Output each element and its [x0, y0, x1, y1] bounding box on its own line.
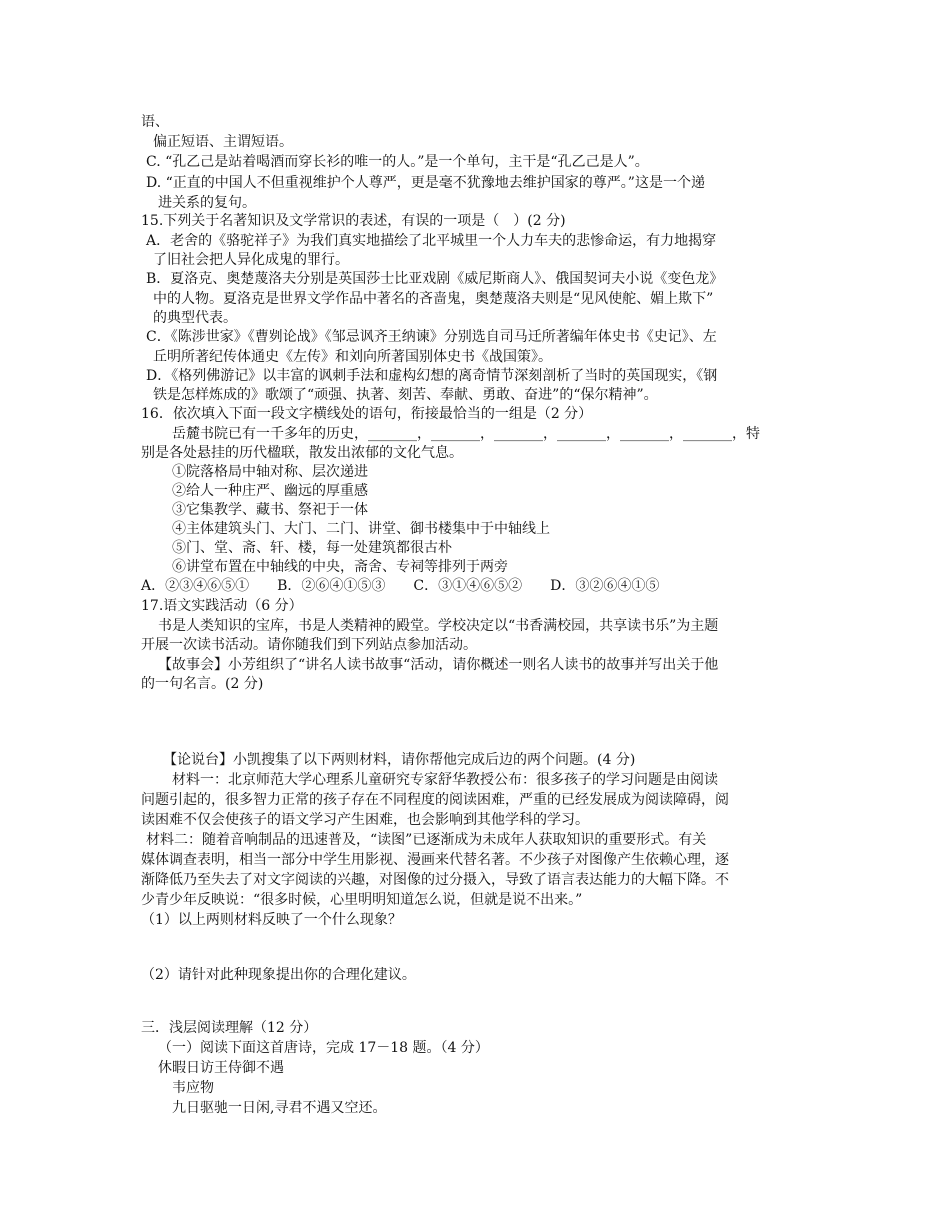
text-line: 偏正短语、主谓短语。: [153, 134, 293, 150]
text-line: 丘明所著纪传体通史《左传》和刘向所著国别体史书《战国策》。: [153, 349, 552, 365]
material-one: 问题引起的，很多智力正常的孩子存在不同程度的阅读困难，严重的已经发展成为阅读障碍，阅: [141, 792, 729, 808]
option-c: C．《陈涉世家》《曹刿论战》《邹忌讽齐王纳谏》分别选自司马迁所著编年体史书《史记》、左: [146, 329, 717, 345]
option-d: D. “正直的中国人不但重视维护个人尊严，更是毫不犹豫地去维护国家的尊严。”这是一个递: [146, 175, 705, 191]
story-task: 的一句名言。(2 分): [141, 676, 264, 692]
material-one: 读困难不仅会使孩子的语文学习产生困难，也会影响到其他学科的学习。: [141, 812, 589, 828]
question-17: 17.语文实践活动（6 分）: [141, 598, 303, 614]
text-line: 中的人物。夏洛克是世界文学作品中著名的吝啬鬼，奥楚蔑洛夫则是“见风使舵、媚上欺下”: [153, 291, 714, 307]
debate-task: 【论说台】小凯搜集了以下两则材料，请你帮他完成后边的两个问题。(4 分): [163, 752, 636, 768]
sentence-4: ④主体建筑头门、大门、二门、讲堂、御书楼集中于中轴线上: [172, 521, 550, 537]
text-line: 进关系的复句。: [158, 195, 256, 211]
option-c: C. “孔乙己是站着喝酒而穿长衫的唯一的人。”是一个单句，主干是“孔乙己是人”。: [146, 154, 649, 170]
material-two: 渐降低乃至失去了对文字阅读的兴趣，对图像的过分摄入，导致了语言表达能力的大幅下降。不: [141, 872, 729, 888]
question-15: 15.下列关于名著知识及文学常识的表述，有误的一项是（ ）(2 分): [141, 213, 566, 229]
text-line: 语、: [141, 114, 169, 130]
intro-line: 开展一次读书活动。请你随我们到下列站点参加活动。: [141, 637, 477, 653]
poem-author: 韦应物: [172, 1080, 214, 1096]
material-one: 材料一：北京师范大学心理系儿童研究专家舒华教授公布：很多孩子的学习问题是由阅读: [172, 772, 718, 788]
text-line: 的典型代表。: [153, 310, 237, 326]
sentence-6: ⑥讲堂布置在中轴线的中央，斋舍、专祠等排列于两旁: [172, 559, 508, 575]
option-b: B．夏洛克、奥楚蔑洛夫分别是英国莎士比亚戏剧《威尼斯商人》、俄国契诃夫小说《变色龙》: [146, 271, 724, 287]
material-two: 材料二：随着音响制品的迅速普及，“读图”已逐渐成为未成年人获取知识的重要形式。有关: [146, 832, 707, 848]
sentence-1: ①院落格局中轴对称、层次递进: [172, 464, 368, 480]
passage-line: 岳麓书院已有一千多年的历史，_______，_______，_______，_______，_______，_______，特: [172, 426, 760, 442]
material-two: 媒体调查表明，相当一部分中学生用影视、漫画来代替名著。不少孩子对图像产生依赖心理，逐: [141, 852, 729, 868]
sentence-2: ②给人一种庄严、幽远的厚重感: [172, 483, 368, 499]
story-task: 【故事会】小芳组织了“讲名人读书故事“活动，请你概述一则名人读书的故事并写出关于他: [158, 657, 719, 673]
sub-question-1: （1）以上两则材料反映了一个什么现象？: [141, 912, 402, 928]
sentence-3: ③它集教学、藏书、祭祀于一体: [172, 502, 368, 518]
text-line: 铁是怎样炼成的》歌颂了“顽强、执著、刻苦、奉献、勇敢、奋进”的“保尔精神”。: [153, 387, 658, 403]
passage-line: 别是各处悬挂的历代楹联，散发出浓郁的文化气息。: [141, 445, 463, 461]
text-line: 了旧社会把人异化成鬼的罪行。: [153, 252, 349, 268]
sub-question-2: （2）请针对此种现象提出你的合理化建议。: [141, 967, 416, 983]
section-intro: （一）阅读下面这首唐诗，完成 17－18 题。（4 分）: [158, 1040, 489, 1056]
material-two: 少青少年反映说：“很多时候，心里明明知道怎么说，但就是说不出来。”: [141, 892, 583, 908]
section-title: 三．浅层阅读理解（12 分）: [141, 1020, 318, 1036]
option-a: A．老舍的《骆驼祥子》为我们真实地描绘了北平城里一个人力车夫的悲惨命运，有力地揭穿: [146, 233, 717, 249]
poem-title: 休暇日访王侍御不遇: [158, 1060, 284, 1076]
option-d: D．《格列佛游记》以丰富的讽刺手法和虚构幻想的离奇情节深刻剖析了当时的英国现实，《钢: [146, 368, 718, 384]
poem-line: 九日驱驰一日闲,寻君不遇又空还。: [172, 1100, 387, 1116]
question-16: 16．依次填入下面一段文字横线处的语句，衔接最恰当的一组是（2 分）: [141, 406, 593, 422]
answer-options: A．②③④⑥⑤① B．②⑥④①⑤③ C．③①④⑥⑤② D．③②⑥④①⑤: [141, 578, 660, 594]
intro-line: 书是人类知识的宝库，书是人类精神的殿堂。学校决定以“书香满校园，共享读书乐”为主题: [158, 618, 719, 634]
sentence-5: ⑤门、堂、斋、轩、楼，每一处建筑都很古朴: [172, 540, 452, 556]
